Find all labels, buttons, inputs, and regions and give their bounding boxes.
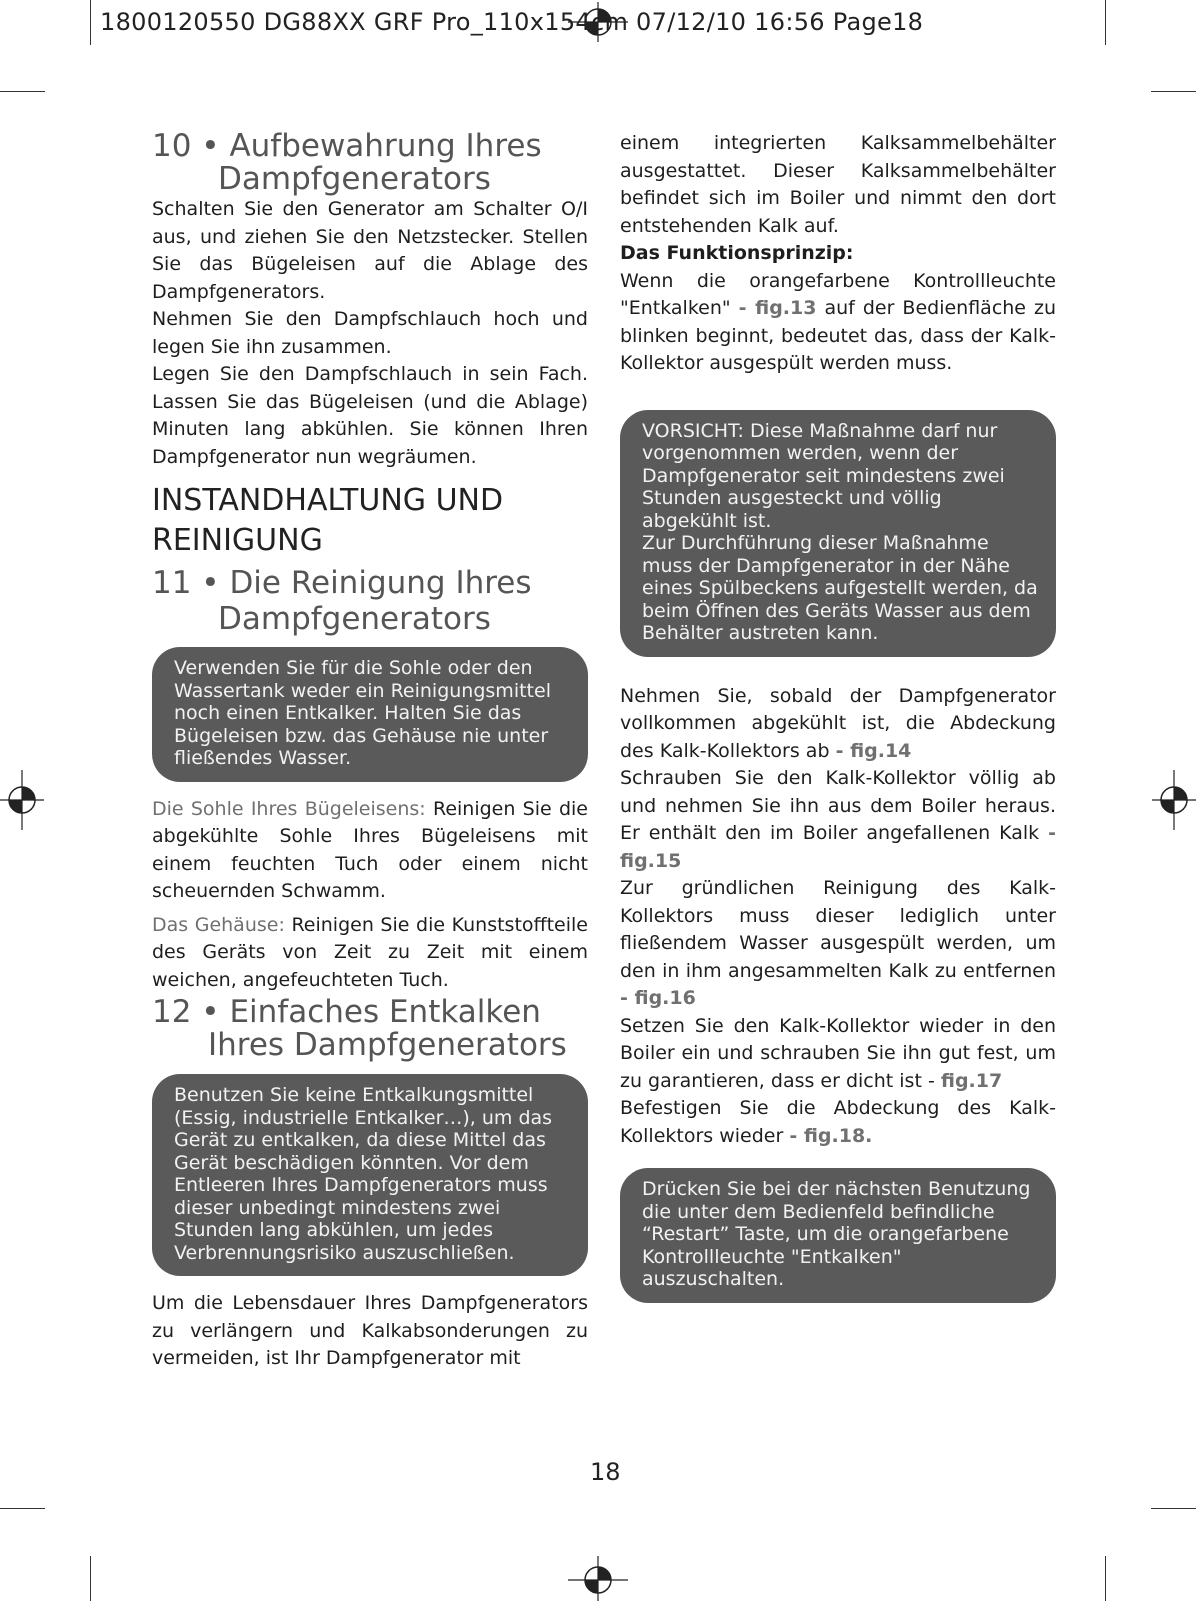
step-text: Nehmen Sie, sobald der Dampfgenerator vollkommen abgekühlt ist, die Abdeckung des Kalk-Kollektors ab [620,684,1056,762]
section-10-title-line2: Dampfgenerators [218,161,491,197]
fig-reference: - fig.14 [835,739,912,762]
sohle-label: Die Sohle Ihres Bügeleisens: [152,797,426,820]
print-header: 1800120550 DG88XX GRF Pro_110x154cm 07/12/10 16:56 Page18 [100,8,924,36]
section-12-title-line2: Ihres Dampfgenerators [208,1027,567,1063]
page-number: 18 [590,1458,621,1486]
paragraph: Nehmen Sie den Dampfschlauch hoch und legen Sie ihn zusammen. [152,308,588,358]
section-10-title [152,130,588,196]
principle-text: Wenn die orangefarbene Kontrollleuchte "Entkalken" [620,269,1056,319]
registration-mark-icon [0,770,44,830]
registration-mark-icon [568,1556,628,1601]
paragraph [620,683,1056,766]
fig-reference: - fig.16 [620,987,696,1009]
crop-mark [0,91,45,92]
step-text: Befestigen Sie die Abdeckung des Kalk-Kollektors wieder [620,1097,1056,1147]
paragraph [620,268,1056,378]
gehaeuse-label: Das Gehäuse: [152,913,285,936]
step-text: Setzen Sie den Kalk-Kollektor wieder in den Boiler ein und schrauben Sie ihn gut fest, um zu garantieren, dass er dicht ist - [620,1014,1056,1092]
main-heading [152,481,588,561]
crop-mark [1105,0,1106,45]
paragraph: Legen Sie den Dampfschlauch in sein Fach. Lassen Sie das Bügeleisen (und die Ablage) Minuten lang abkühlen. Sie können Ihren Dampfgenerator nun wegräumen. [152,363,588,468]
section-11-title-line1: 11 • Die Reinigung Ihres [152,565,532,601]
registration-mark-icon [1152,770,1196,830]
principle-text-end: auf der Bedienfläche zu blinken beginnt, bedeutet das, dass der Kalk-Kollektor ausgespült werden muss. [620,297,1057,374]
caution-box: VORSICHT: Diese Maßnahme darf nur vorgenommen werden, wenn der Dampfgenerator seit mindestens zwei Stunden ausgesteckt und völlig abgekühlt ist. Zur Durchführung dieser Maßnahme muss der Dampfgenerator in der Nähe eines Spülbeckens aufgestellt werden, da beim Öffnen des Geräts Wasser aus dem Behälter austreten kann. [620,410,1056,657]
crop-mark [90,1556,91,1601]
left-column [152,130,588,1373]
paragraph [152,796,588,906]
gehaeuse-text: Reinigen Sie die Kunststoffteile des Geräts von Zeit zu Zeit mit einem weichen, angefeuchteten Tuch. [152,913,588,991]
paragraph: Um die Lebensdauer Ihres Dampfgenerators zu verlängern und Kalkabsonderungen zu vermeiden, ist Ihr Dampfgenerator mit [152,1292,588,1369]
fig-reference: - fig.13 [738,297,817,319]
warning-box: Benutzen Sie keine Entkalkungsmittel (Essig, industrielle Entkalker…), um das Gerät zu entkalken, da diese Mittel das Gerät beschädigen könnten. Vor dem Entleeren Ihres Dampfgenerators muss dieser unbedingt mindestens zwei Stunden lang abkühlen, um jedes Verbrennungsrisiko auszuschließen. [152,1074,588,1276]
paragraph [152,912,588,995]
principle-label: Das Funktionsprinzip: [620,242,854,264]
crop-mark [0,1508,45,1509]
paragraph: Schalten Sie den Generator am Schalter O/I aus, und ziehen Sie den Netzstecker. Stellen Sie das Bügeleisen auf die Ablage des Dampfgenerators. [152,198,588,303]
right-column [620,130,1056,1303]
section-12-title [152,996,588,1062]
section-11-title-line2: Dampfgenerators [218,601,491,637]
paragraph [620,1095,1056,1150]
main-heading-line2: REINIGUNG [152,523,323,558]
section-12-title-line1: 12 • Einfaches Entkalken [152,994,541,1030]
paragraph [620,765,1056,875]
paragraph: einem integrierten Kalksammelbehälter ausgestattet. Dieser Kalksammelbehälter befindet sich im Boiler und nimmt den dort entstehenden Kalk auf. [620,132,1056,237]
fig-reference: fig.17 [940,1069,1003,1092]
crop-mark [90,0,91,45]
crop-mark [1151,91,1196,92]
main-heading-line1: INSTANDHALTUNG UND [152,483,504,518]
section-10-title-line1: 10 • Aufbewahrung Ihres [152,128,542,164]
paragraph [620,1013,1056,1096]
fig-reference: - fig.18. [789,1124,873,1147]
restart-note-box: Drücken Sie bei der nächsten Benutzung die unter dem Bedienfeld befindliche “Restart” Taste, um die orangefarbene Kontrollleuchte "Entkalken" auszuschalten. [620,1168,1056,1303]
note-box: Verwenden Sie für die Sohle oder den Wassertank weder ein Reinigungsmittel noch einen Entkalker. Halten Sie das Bügeleisen bzw. das Gehäuse nie unter fließendes Wasser. [152,647,588,782]
paragraph [620,875,1056,1013]
fig-reference: - fig.15 [620,822,1056,872]
sohle-text: Reinigen Sie die abgekühlte Sohle Ihres Bügeleisens mit einem feuchten Tuch oder einem nicht scheuernden Schwamm. [152,797,588,902]
crop-mark [1105,1556,1106,1601]
section-11-title [152,565,588,637]
crop-mark [1151,1508,1196,1509]
step-text: Schrauben Sie den Kalk-Kollektor völlig ab und nehmen Sie ihn aus dem Boiler heraus. Er enthält den im Boiler angefallenen Kalk [620,767,1056,844]
step-text: Zur gründlichen Reinigung des Kalk-Kollektors muss dieser lediglich unter fließendem Wasser ausgespült werden, um den in ihm angesammelten Kalk zu entfernen [620,877,1056,982]
